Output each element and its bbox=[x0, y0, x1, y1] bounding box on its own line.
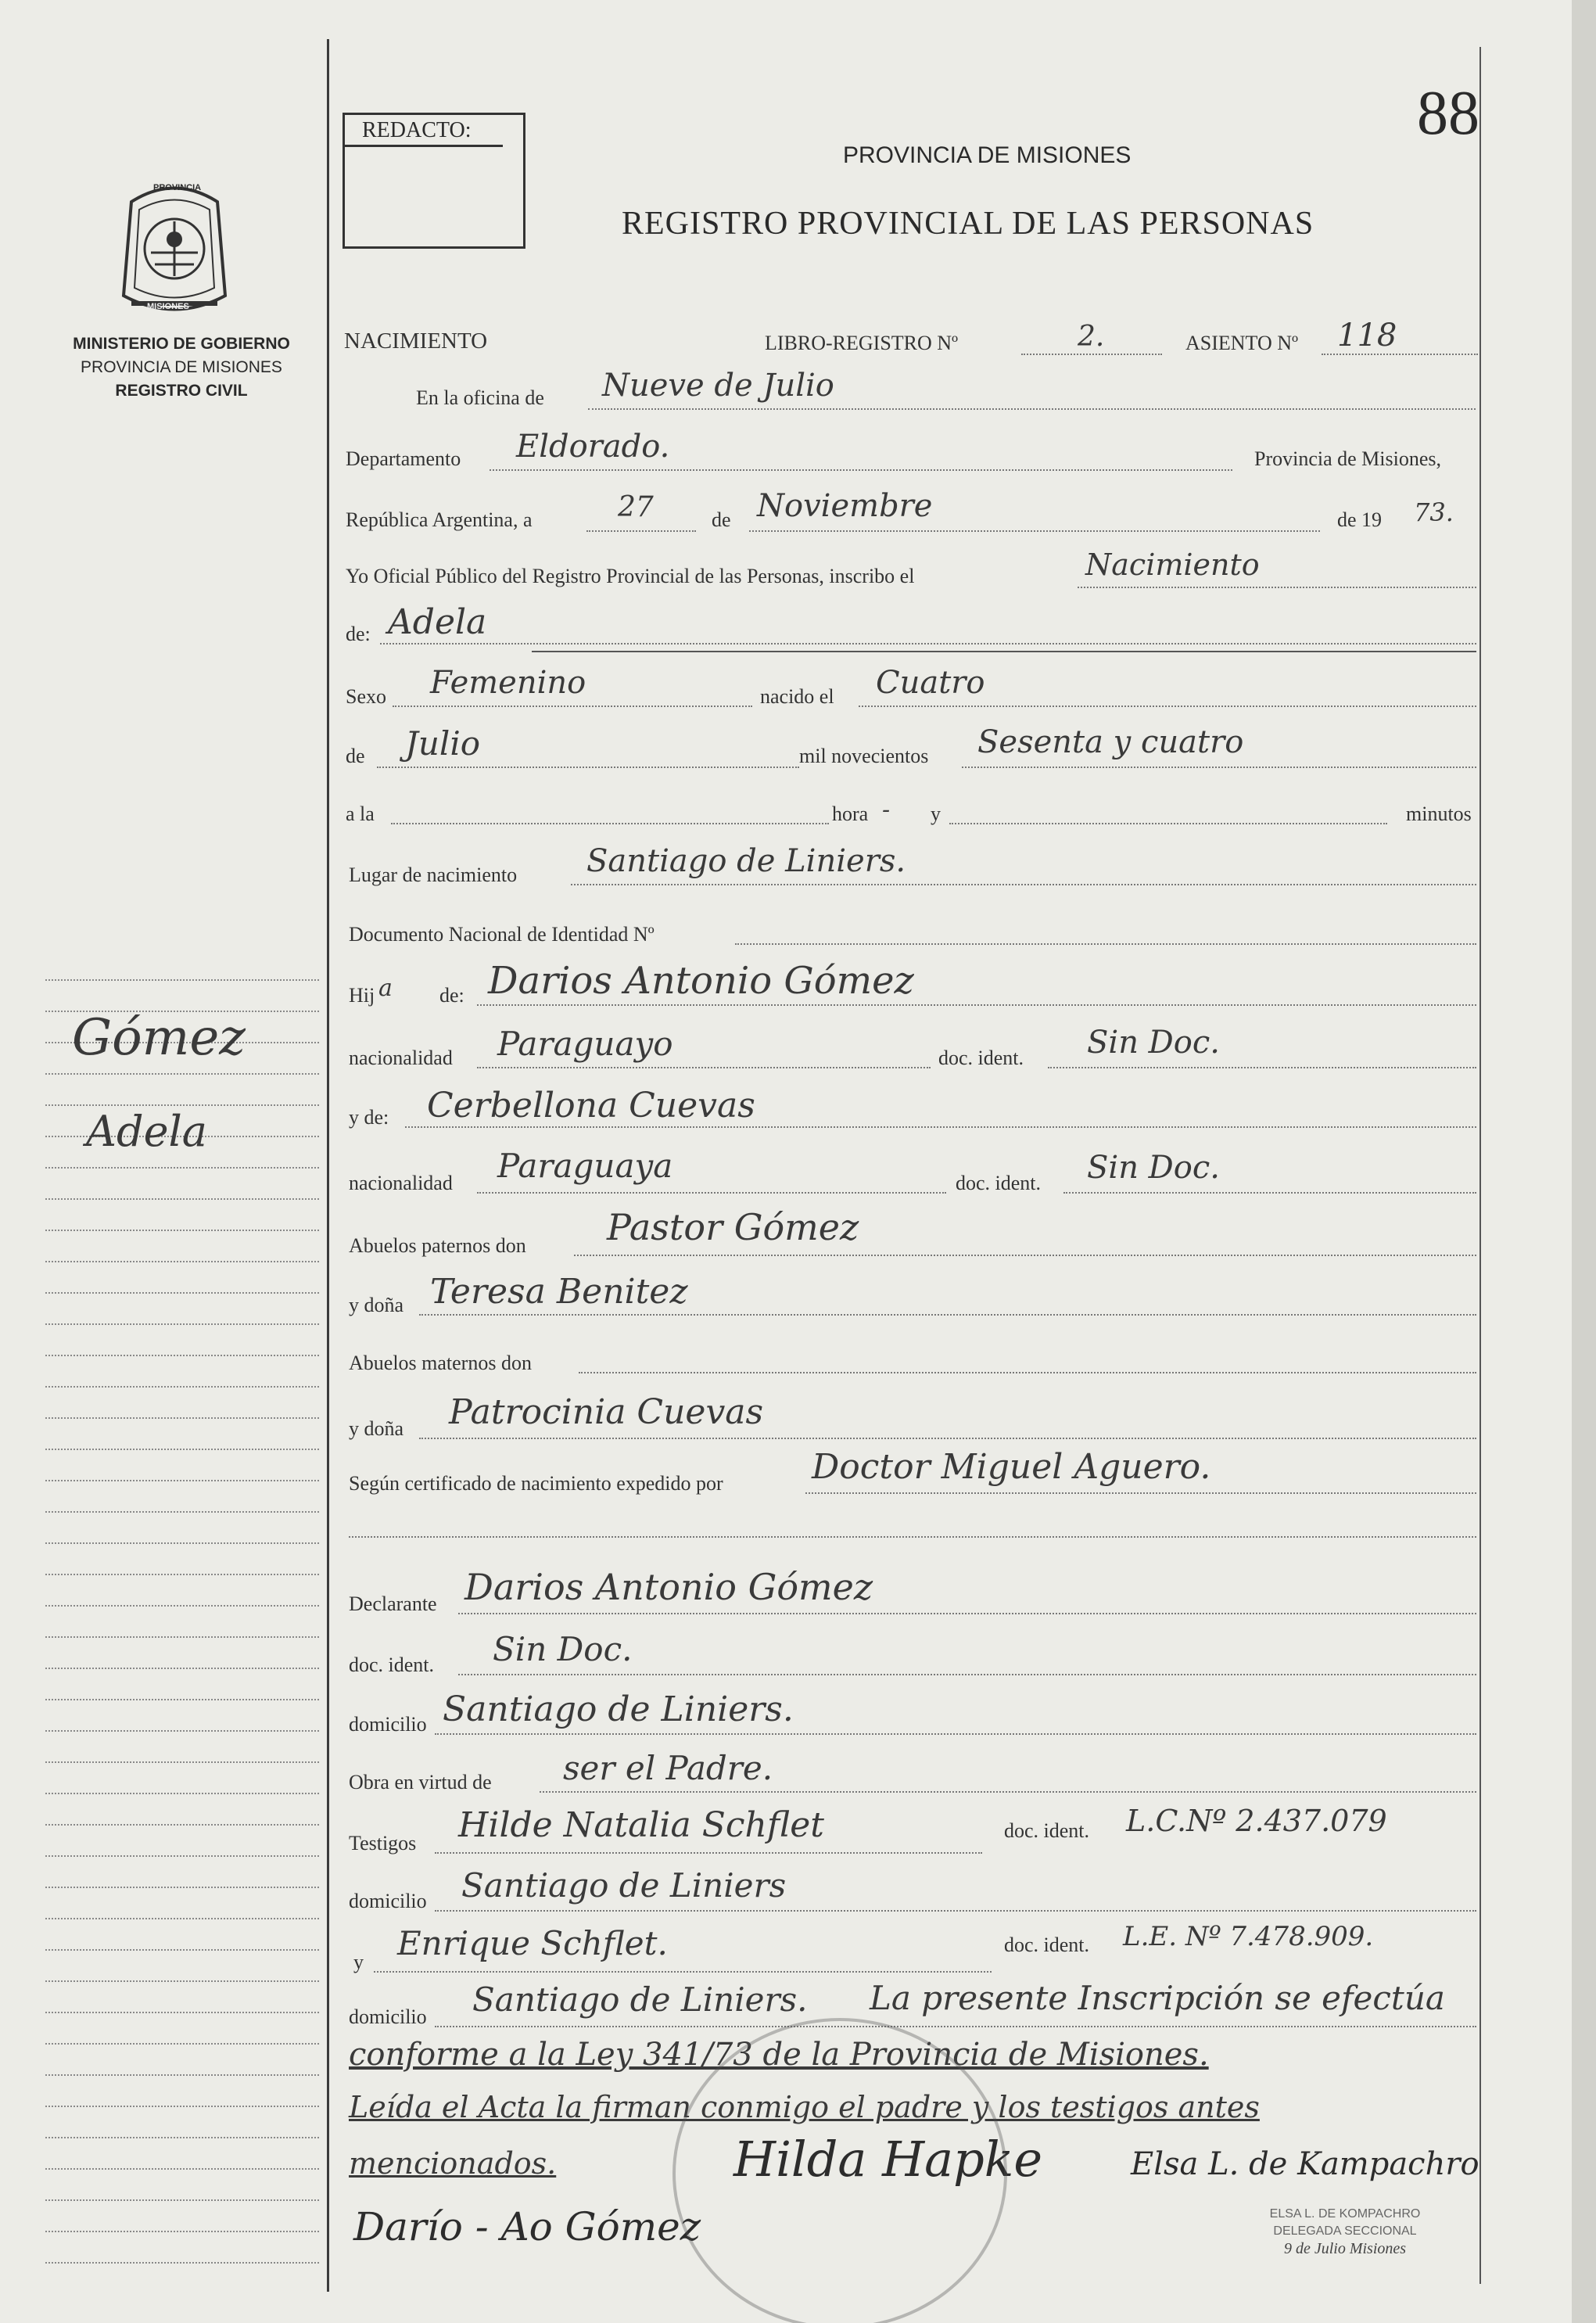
remark-line-1: La presente Inscripción se efectúa bbox=[870, 1979, 1445, 2017]
provincial-seal-icon bbox=[116, 178, 233, 319]
ministry-label: MINISTERIO DE GOBIERNO bbox=[73, 335, 290, 353]
a-la-label: a la bbox=[346, 802, 375, 825]
seal-top-text: PROVINCIA bbox=[153, 183, 202, 192]
stamp-line-2: DELEGADA SECCIONAL bbox=[1273, 2224, 1417, 2238]
redacto-label: REDACTO: bbox=[362, 118, 472, 142]
abuelo-paterno-value: Pastor Gómez bbox=[607, 1206, 859, 1248]
sexo-value: Femenino bbox=[430, 665, 586, 701]
y-testigo-label: y bbox=[353, 1951, 364, 1973]
nacido-label: nacido el bbox=[760, 685, 834, 708]
declarante-domicilio-label: domicilio bbox=[349, 1713, 427, 1736]
oficina-value: Nueve de Julio bbox=[602, 368, 834, 404]
registry-civil-label: REGISTRO CIVIL bbox=[115, 382, 248, 400]
signature-hilda: Hilda Hapke bbox=[733, 2131, 1043, 2188]
testigo1-value: Hilde Natalia Schflet bbox=[458, 1805, 824, 1845]
de-name-label: de: bbox=[346, 623, 371, 645]
abuela-materna-value: Patrocinia Cuevas bbox=[449, 1392, 764, 1432]
hora-label: hora bbox=[832, 802, 869, 825]
delegate-stamp bbox=[1204, 2206, 1486, 2257]
testigo1-domicilio: Santiago de Liniers bbox=[461, 1866, 787, 1905]
lugar-label: Lugar de nacimiento bbox=[349, 863, 518, 886]
hija-label: Hij bbox=[349, 984, 375, 1007]
birth-year-value: Sesenta y cuatro bbox=[977, 724, 1244, 760]
month-value: Noviembre bbox=[757, 488, 933, 524]
minutos-label: minutos bbox=[1406, 802, 1472, 825]
de-label: de bbox=[712, 508, 731, 531]
father-value: Darios Antonio Gómez bbox=[488, 959, 914, 1003]
right-margin-rule bbox=[1479, 47, 1481, 2284]
abuela-paterna-value: Teresa Benitez bbox=[430, 1272, 688, 1312]
mother-nationality: Paraguaya bbox=[497, 1147, 673, 1185]
father-doc: Sin Doc. bbox=[1087, 1025, 1220, 1061]
testigos-label: Testigos bbox=[349, 1832, 417, 1854]
testigo1-doc: L.C.Nº 2.437.079 bbox=[1126, 1804, 1387, 1838]
testigo1-doc-label: doc. ident. bbox=[1004, 1819, 1090, 1842]
hija-suffix: a bbox=[378, 975, 393, 1002]
declarante-domicilio: Santiago de Liniers. bbox=[443, 1689, 794, 1729]
de-month-label: de bbox=[346, 745, 365, 767]
province-label: PROVINCIA DE MISIONES bbox=[81, 358, 282, 376]
segun-value: Doctor Miguel Aguero. bbox=[812, 1447, 1211, 1487]
stamp-line-1: ELSA L. DE KOMPACHRO bbox=[1269, 2207, 1421, 2221]
inscribo-value: Nacimiento bbox=[1085, 548, 1260, 582]
mother-nationality-label: nacionalidad bbox=[349, 1172, 453, 1194]
dni-label: Documento Nacional de Identidad Nº bbox=[349, 923, 655, 946]
libro-value: 2. bbox=[1078, 321, 1105, 353]
republica-label: República Argentina, a bbox=[346, 508, 533, 531]
registry-title: REGISTRO PROVINCIAL DE LAS PERSONAS bbox=[622, 206, 1314, 242]
yo-oficial-label: Yo Oficial Público del Registro Provincial de las Personas, inscribo el bbox=[346, 565, 915, 587]
signature-dario: Darío - Ao Gómez bbox=[353, 2204, 701, 2249]
issuer-block bbox=[48, 332, 314, 403]
left-margin-rule bbox=[327, 39, 329, 2292]
page-number: 88 bbox=[1417, 79, 1479, 148]
y-label: y bbox=[931, 802, 941, 825]
sexo-label: Sexo bbox=[346, 685, 386, 708]
declarante-doc: Sin Doc. bbox=[493, 1630, 633, 1668]
mother-value: Cerbellona Cuevas bbox=[427, 1086, 755, 1126]
remark-line-4: mencionados. bbox=[349, 2146, 557, 2181]
stamp-line-3: 9 de Julio Misiones bbox=[1283, 2240, 1407, 2257]
asiento-value: 118 bbox=[1337, 318, 1397, 354]
testigo1-domicilio-label: domicilio bbox=[349, 1890, 427, 1912]
departamento-label: Departamento bbox=[346, 447, 461, 470]
signature-official: Elsa L. de Kampachro bbox=[1131, 2146, 1479, 2182]
libro-label: LIBRO-REGISTRO Nº bbox=[765, 332, 959, 354]
provincia-suffix: Provincia de Misiones, bbox=[1254, 447, 1442, 470]
asiento-label: ASIENTO Nº bbox=[1185, 332, 1299, 354]
abuela-paterna-label: y doña bbox=[349, 1294, 404, 1316]
province-title: PROVINCIA DE MISIONES bbox=[843, 142, 1132, 168]
remark-line-3: Leída el Acta la firman conmigo el padre y los testigos antes bbox=[349, 2090, 1260, 2124]
father-nationality-label: nacionalidad bbox=[349, 1047, 453, 1069]
hija-de-label: de: bbox=[439, 984, 464, 1007]
hora-value: - bbox=[882, 796, 891, 824]
testigo2-value: Enrique Schflet. bbox=[397, 1924, 668, 1962]
name-value: Adela bbox=[388, 602, 487, 642]
obra-label: Obra en virtud de bbox=[349, 1771, 492, 1793]
oficina-label: En la oficina de bbox=[416, 386, 544, 409]
redacto-inner-rule bbox=[345, 145, 503, 147]
testigo2-domicilio: Santiago de Liniers. bbox=[472, 1980, 808, 2019]
y-de-label: y de: bbox=[349, 1106, 389, 1129]
obra-value: ser el Padre. bbox=[563, 1749, 773, 1787]
year-label: de 19 bbox=[1337, 508, 1383, 531]
testigo2-domicilio-label: domicilio bbox=[349, 2005, 427, 2028]
page-edge-shadow bbox=[1572, 0, 1596, 2323]
abuelos-maternos-label: Abuelos maternos don bbox=[349, 1352, 532, 1374]
declarante-doc-label: doc. ident. bbox=[349, 1653, 435, 1676]
nacido-value: Cuatro bbox=[876, 665, 985, 701]
mil-label: mil novecientos bbox=[799, 745, 929, 767]
mother-doc: Sin Doc. bbox=[1087, 1150, 1220, 1186]
abuelos-paternos-label: Abuelos paternos don bbox=[349, 1234, 526, 1257]
segun-label: Según certificado de nacimiento expedido por bbox=[349, 1472, 723, 1495]
margin-given-name: Adela bbox=[86, 1107, 207, 1156]
departamento-value: Eldorado. bbox=[516, 429, 670, 465]
mother-doc-label: doc. ident. bbox=[956, 1172, 1042, 1194]
day-value: 27 bbox=[618, 491, 654, 523]
birth-month-value: Julio bbox=[405, 724, 481, 763]
seal-bottom-text: MISIONES bbox=[147, 302, 189, 311]
year-value: 73. bbox=[1414, 497, 1454, 527]
redacto-box bbox=[343, 113, 525, 249]
testigo2-doc: L.E. Nº 7.478.909. bbox=[1123, 1921, 1374, 1952]
abuela-materna-label: y doña bbox=[349, 1417, 404, 1440]
declarante-value: Darios Antonio Gómez bbox=[464, 1566, 873, 1608]
father-nationality: Paraguayo bbox=[497, 1025, 673, 1063]
remark-line-2: conforme a la Ley 341/73 de la Provincia de Misiones. bbox=[349, 2037, 1209, 2073]
father-doc-label: doc. ident. bbox=[938, 1047, 1024, 1069]
record-type: NACIMIENTO bbox=[344, 329, 488, 354]
lugar-value: Santiago de Liniers. bbox=[586, 843, 906, 879]
declarante-label: Declarante bbox=[349, 1592, 437, 1615]
round-stamp-icon bbox=[672, 2018, 1007, 2323]
testigo2-doc-label: doc. ident. bbox=[1004, 1933, 1090, 1956]
margin-surname: Gómez bbox=[72, 1009, 246, 1067]
